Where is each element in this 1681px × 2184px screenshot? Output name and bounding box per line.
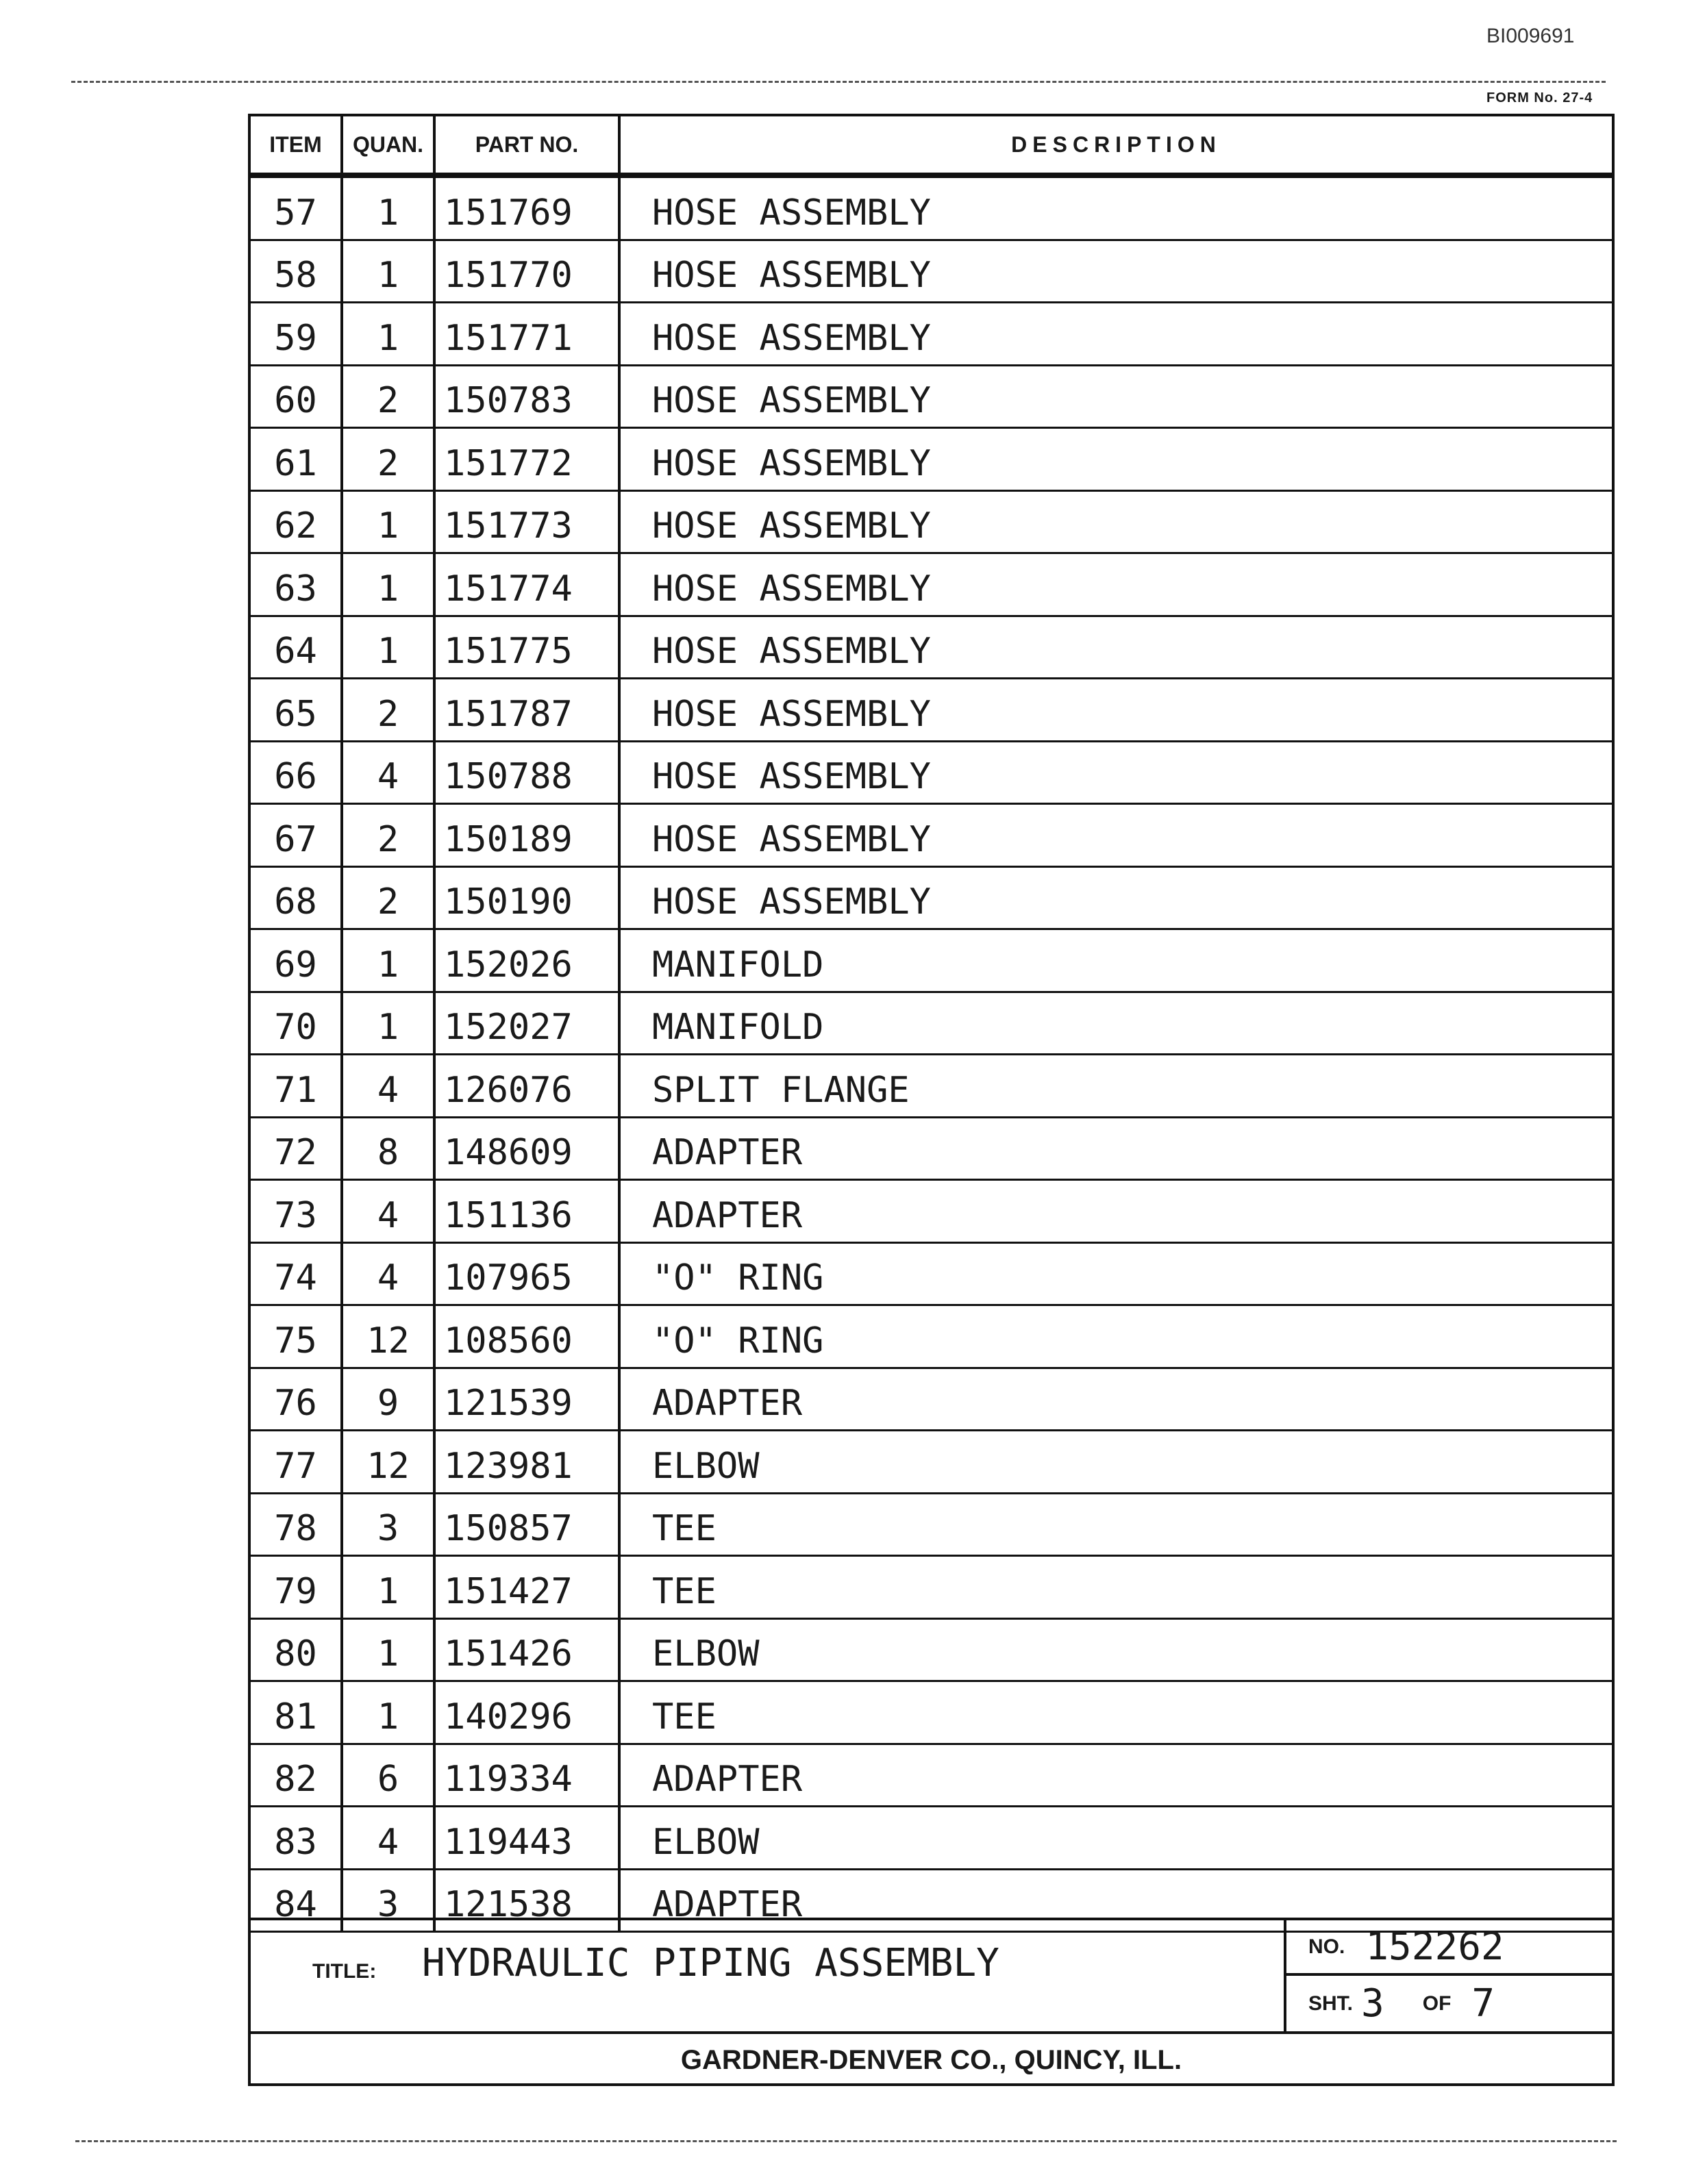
description-cell: ADAPTER (652, 1759, 803, 1800)
description-cell: ADAPTER (652, 1132, 803, 1173)
part-number-cell: 151427 (436, 1557, 621, 1618)
quantity-cell: 1 (343, 303, 436, 364)
title-block (251, 1918, 1612, 2034)
quantity-cell: 1 (343, 930, 436, 991)
item-cell: 57 (251, 178, 343, 239)
quantity-cell: 1 (343, 492, 436, 553)
quantity-cell: 1 (343, 1682, 436, 1743)
description-cell: TEE (652, 1508, 717, 1549)
quantity-cell: 2 (343, 805, 436, 866)
header-description: DESCRIPTION (1011, 131, 1221, 157)
item-cell: 60 (251, 366, 343, 427)
description-cell: "O" RING (652, 1257, 824, 1298)
description-cell: HOSE ASSEMBLY (652, 380, 931, 421)
parts-list-form (248, 114, 1615, 2086)
part-number-cell: 140296 (436, 1682, 621, 1743)
no-label: NO. (1308, 1935, 1345, 1958)
quantity-cell: 9 (343, 1369, 436, 1430)
part-number-cell: 121538 (436, 1870, 621, 1931)
description-cell: HOSE ASSEMBLY (652, 756, 931, 797)
description-cell: HOSE ASSEMBLY (652, 442, 931, 484)
item-cell: 70 (251, 993, 343, 1054)
description-cell: ADAPTER (652, 1194, 803, 1236)
quantity-cell: 4 (343, 1181, 436, 1242)
item-cell: 82 (251, 1745, 343, 1806)
item-cell: 63 (251, 554, 343, 615)
item-cell: 83 (251, 1807, 343, 1868)
part-number-cell: 148609 (436, 1118, 621, 1179)
part-number-cell: 150190 (436, 868, 621, 929)
top-dashed-rule (71, 81, 1606, 83)
description-cell: ELBOW (652, 1821, 760, 1863)
description-cell: ADAPTER (652, 1383, 803, 1424)
description-cell: HOSE ASSEMBLY (652, 881, 931, 922)
title-cell (251, 1920, 1286, 2031)
part-number-cell: 151775 (436, 617, 621, 678)
description-cell: HOSE ASSEMBLY (652, 505, 931, 547)
quantity-cell: 1 (343, 554, 436, 615)
item-cell: 74 (251, 1244, 343, 1305)
sht-label: SHT. (1308, 1992, 1354, 2015)
table-row (251, 617, 1612, 680)
table-row (251, 1807, 1612, 1870)
item-cell: 73 (251, 1181, 343, 1242)
drawing-title: HYDRAULIC PIPING ASSEMBLY (422, 1941, 999, 1985)
header-quan: QUAN. (343, 116, 436, 173)
bottom-dashed-rule (75, 2140, 1617, 2142)
item-cell: 78 (251, 1494, 343, 1555)
quantity-cell: 1 (343, 1620, 436, 1681)
quantity-cell: 4 (343, 1244, 436, 1305)
part-number-cell: 123981 (436, 1431, 621, 1492)
description-cell: TEE (652, 1570, 717, 1612)
quantity-cell: 12 (343, 1431, 436, 1492)
quantity-cell: 2 (343, 429, 436, 490)
description-cell: HOSE ASSEMBLY (652, 255, 931, 296)
table-row (251, 1557, 1612, 1620)
description-cell: TEE (652, 1696, 717, 1737)
table-header (251, 116, 1612, 178)
quantity-cell: 3 (343, 1870, 436, 1931)
table-row (251, 742, 1612, 805)
description-cell: HOSE ASSEMBLY (652, 192, 931, 234)
part-number-cell: 150857 (436, 1494, 621, 1555)
quantity-cell: 1 (343, 1557, 436, 1618)
sheet-total: 7 (1471, 1981, 1495, 2026)
table-row (251, 805, 1612, 868)
number-sheet-cell (1286, 1920, 1612, 2031)
item-cell: 84 (251, 1870, 343, 1931)
description-cell: MANIFOLD (652, 944, 824, 986)
part-number-cell: 119334 (436, 1745, 621, 1806)
description-cell: MANIFOLD (652, 1007, 824, 1048)
part-number-cell: 152027 (436, 993, 621, 1054)
part-number-cell: 151774 (436, 554, 621, 615)
part-number-cell: 126076 (436, 1055, 621, 1116)
table-row (251, 1431, 1612, 1494)
item-cell: 58 (251, 241, 343, 302)
item-cell: 76 (251, 1369, 343, 1430)
quantity-cell: 8 (343, 1118, 436, 1179)
part-number-cell: 150783 (436, 366, 621, 427)
parts-table-body (251, 178, 1612, 1933)
item-cell: 71 (251, 1055, 343, 1116)
part-number-cell: 152026 (436, 930, 621, 991)
quantity-cell: 2 (343, 366, 436, 427)
part-number-cell: 151773 (436, 492, 621, 553)
part-number-cell: 151787 (436, 679, 621, 740)
table-row (251, 178, 1612, 241)
table-row (251, 993, 1612, 1056)
item-cell: 66 (251, 742, 343, 803)
header-part-no: PART NO. (436, 116, 621, 173)
part-number-cell: 151769 (436, 178, 621, 239)
drawing-number-cell (1286, 1920, 1612, 1976)
item-cell: 68 (251, 868, 343, 929)
table-row (251, 930, 1612, 993)
of-label: OF (1422, 1992, 1452, 2015)
part-number-cell: 151770 (436, 241, 621, 302)
drawing-number: 152262 (1365, 1924, 1504, 1969)
description-cell: HOSE ASSEMBLY (652, 631, 931, 672)
quantity-cell: 2 (343, 679, 436, 740)
quantity-cell: 4 (343, 1807, 436, 1868)
description-cell: ELBOW (652, 1633, 760, 1674)
table-row (251, 492, 1612, 555)
table-row (251, 1494, 1612, 1557)
table-row (251, 554, 1612, 617)
item-cell: 72 (251, 1118, 343, 1179)
description-cell: HOSE ASSEMBLY (652, 818, 931, 860)
item-cell: 79 (251, 1557, 343, 1618)
part-number-cell: 150189 (436, 805, 621, 866)
table-row (251, 1745, 1612, 1808)
quantity-cell: 2 (343, 868, 436, 929)
item-cell: 80 (251, 1620, 343, 1681)
description-cell: ADAPTER (652, 1884, 803, 1925)
table-row (251, 1244, 1612, 1307)
table-row (251, 1620, 1612, 1683)
table-row (251, 366, 1612, 429)
description-cell: "O" RING (652, 1320, 824, 1361)
quantity-cell: 6 (343, 1745, 436, 1806)
table-row (251, 429, 1612, 492)
table-row (251, 1118, 1612, 1181)
table-row (251, 1055, 1612, 1118)
quantity-cell: 4 (343, 1055, 436, 1116)
table-row (251, 1306, 1612, 1369)
title-label: TITLE: (312, 1960, 377, 1983)
description-cell: SPLIT FLANGE (652, 1069, 910, 1111)
item-cell: 62 (251, 492, 343, 553)
item-cell: 59 (251, 303, 343, 364)
quantity-cell: 4 (343, 742, 436, 803)
quantity-cell: 1 (343, 241, 436, 302)
item-cell: 64 (251, 617, 343, 678)
quantity-cell: 12 (343, 1306, 436, 1367)
description-cell: ELBOW (652, 1445, 760, 1487)
header-item: ITEM (251, 116, 343, 173)
part-number-cell: 151771 (436, 303, 621, 364)
part-number-cell: 119443 (436, 1807, 621, 1868)
document-id: BI009691 (1486, 25, 1575, 47)
form-number: FORM No. 27-4 (1486, 90, 1593, 105)
quantity-cell: 1 (343, 178, 436, 239)
table-row (251, 241, 1612, 304)
item-cell: 67 (251, 805, 343, 866)
table-row (251, 679, 1612, 742)
item-cell: 77 (251, 1431, 343, 1492)
part-number-cell: 107965 (436, 1244, 621, 1305)
description-cell: HOSE ASSEMBLY (652, 568, 931, 610)
company-name: GARDNER-DENVER CO., QUINCY, ILL. (680, 2044, 1182, 2075)
sheet-cell (1286, 1976, 1612, 2031)
quantity-cell: 1 (343, 617, 436, 678)
part-number-cell: 151426 (436, 1620, 621, 1681)
item-cell: 69 (251, 930, 343, 991)
sheet-number: 3 (1361, 1981, 1384, 2026)
table-row (251, 1682, 1612, 1745)
quantity-cell: 3 (343, 1494, 436, 1555)
table-row (251, 303, 1612, 366)
part-number-cell: 150788 (436, 742, 621, 803)
part-number-cell: 151136 (436, 1181, 621, 1242)
description-cell: HOSE ASSEMBLY (652, 693, 931, 735)
part-number-cell: 108560 (436, 1306, 621, 1367)
item-cell: 81 (251, 1682, 343, 1743)
description-cell: HOSE ASSEMBLY (652, 317, 931, 359)
table-row (251, 1181, 1612, 1244)
item-cell: 65 (251, 679, 343, 740)
quantity-cell: 1 (343, 993, 436, 1054)
item-cell: 61 (251, 429, 343, 490)
table-row (251, 868, 1612, 931)
item-cell: 75 (251, 1306, 343, 1367)
table-row (251, 1369, 1612, 1432)
part-number-cell: 121539 (436, 1369, 621, 1430)
part-number-cell: 151772 (436, 429, 621, 490)
